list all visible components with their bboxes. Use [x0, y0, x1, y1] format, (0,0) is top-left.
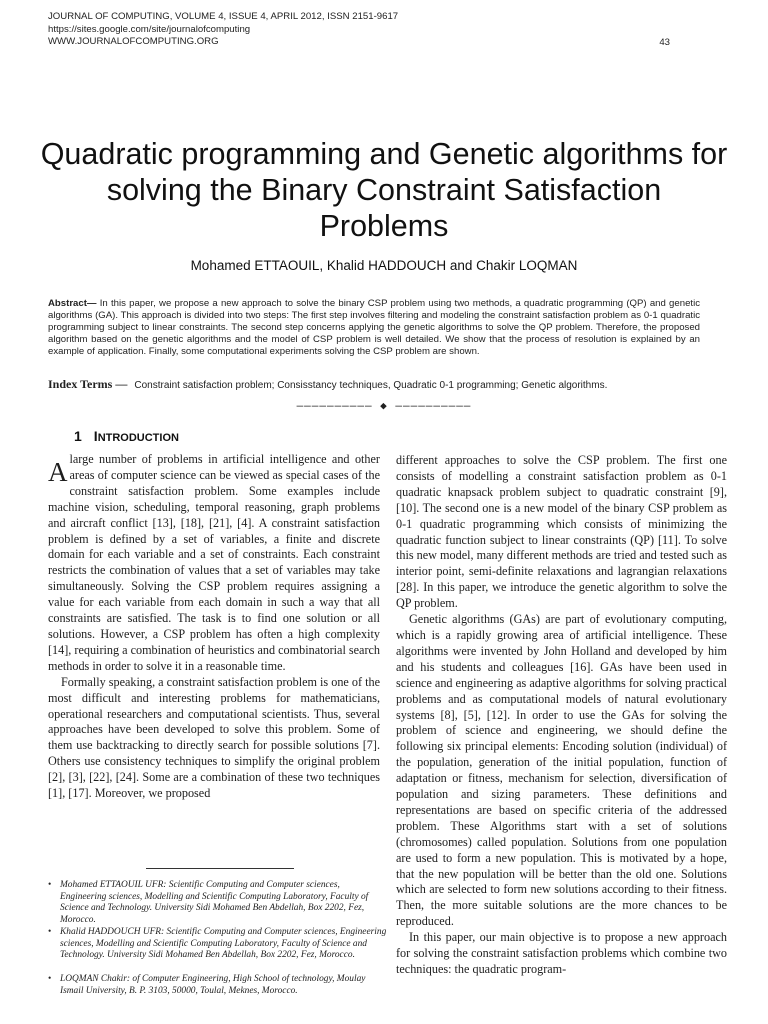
section-separator: —————————— ◆ ——————————: [296, 401, 472, 413]
footnote-rule: [146, 868, 294, 869]
paragraph: different approaches to solve the CSP problem. The first one consists of modelling a constraint satisfaction problem as 0-1 quadratic knapsack problem subject to quadratic constraint [9], [10]. The second one is a new model of the binary CSP problem as 0-1 quadratic programming which consists of minimizing the quadratic function subject to linear constraints (QP) [11]. To solve this new model, many different methods are tried and tested such as interior point, semi-definite relaxations and lagrangian relaxations [28]. In this paper, we introduce the genetic algorithm to solve the QP problem.: [396, 453, 727, 611]
footnote: [48, 974, 388, 997]
section-heading: [74, 428, 179, 444]
footnote: [48, 880, 388, 926]
footnote-text: Mohamed ETTAOUIL UFR: Scientific Computing and Computer sciences, Engineering sciences, Modelling and Scientific Computing Laboratory, Faculty of Science and Technology. University Sidi Mohamed Ben Abdellah, Box 2202, Fez, Morocco.: [60, 880, 369, 925]
section-number: 1: [74, 428, 82, 444]
bullet-icon: •: [48, 974, 52, 984]
abstract-label: Abstract—: [48, 298, 97, 309]
paper-authors: Mohamed ETTAOUIL, Khalid HADDOUCH and Chakir LOQMAN: [190, 258, 578, 273]
bullet-icon: •: [48, 927, 52, 937]
index-terms: [48, 377, 708, 392]
paragraph: In this paper, our main objective is to propose a new approach for solving the constraint satisfaction problems which combine two techniques: the quadratic program-: [396, 930, 727, 976]
index-terms-label: Index Terms —: [48, 377, 128, 391]
footnote-text: LOQMAN Chakir: of Computer Engineering, High School of technology, Moulay Ismail University, B. P. 3103, 50000, Toulal, Meknes, Morocco.: [60, 974, 366, 996]
section-title-rest: NTRODUCTION: [97, 432, 179, 444]
abstract-text: In this paper, we propose a new approach to solve the binary CSP problem using two methods, a quadratic programming (QP) and genetic algorithms (GA). This approach is divided into two steps: The first step involves filtering and modeling the constraint satisfaction problem as 0-1 quadratic programming subject to linear constraints. The second step concerns applying the genetic algorithms to solve the QP problem. Therefore, the proposed algorithm based on the genetic algorithms and the model of CSP problem is well detailed. We show that the process of resolution is explained by an example of application. Finally, some computational experiments solving the CSP problem are shown.: [48, 298, 700, 358]
footnote-text: Khalid HADDOUCH UFR: Scientific Computing and Computer sciences, Engineering sciences, Modelling and Scientific Computing Laboratory, Faculty of Science and Technology. University Sidi Mohamed Ben Abdellah, Box 2202, Fez, Morocco.: [60, 927, 387, 961]
paper-title: Quadratic programming and Genetic algorithms for solving the Binary Constraint Satisfaction Problems: [40, 137, 728, 243]
index-terms-text: Constraint satisfaction problem; Consisstancy techniques, Quadratic 0-1 programming; Genetic algorithms.: [134, 380, 608, 391]
bullet-icon: •: [48, 880, 52, 890]
paragraph: Formally speaking, a constraint satisfaction problem is one of the most difficult and interesting problems for mathematicians, operational researchers and computational scientists. Thus, several approaches have been developed to solve this problem. Some of them use backtracking to directly search for possible solutions [7]. Others use consistency techniques to simplify the original problem [2], [3], [22], [24]. Some are a combination of these two techniques [1], [17]. Moreover, we proposed: [48, 674, 380, 801]
paragraph-text: large number of problems in artificial intelligence and other areas of computer science can be viewed as special cases of the constraint satisfaction problem. Some examples include machine vision, scheduling, temporal reasoning, graph problems and aircraft conflict [13], [18], [21], [4]. A constraint satisfaction problem is defined by a set of variables, a finite and discrete domain for each variable and a set of constraints. Each constraint restricts the combination of values that a set of variables may take simultaneously. Solving the CSP problem requires assigning a value for each variable from each domain in such a way that all constraints are satisfied. The task is to find one solution or all solutions. However, a CSP problem has often a high complexity [14], requiring a combination of heuristics and combinatorial search methods in order to solve it in a reasonable time.: [48, 452, 381, 673]
running-header: [48, 11, 398, 49]
paragraph: Genetic algorithms (GAs) are part of evolutionary computing, which is a rapidly growing area of artificial intelligence. These algorithms were invented by John Holland and developed by him and his students and colleagues [16]. GAs have been used in science and engineering as adaptive algorithms for solving practical problems and as computational models of natural evolutionary systems [8], [5], [12]. In order to use the GAs for solving the problem of science and engineering, we should define the following six principal elements: Encoding solution (individual) of the population, generation of the initial population, function of adaptation or fitness, mechanism for selection, diversification of population and sizing parameters. These definitions and representations are based on specific criteria of the addressed problem. These Algorithms start with a set of solutions (chromosomes) called population. Solutions from one population are used to form a new population. This is motivated by a hope, that the new population will be better than the old one. Solutions which are selected to form new solutions according to their fitness. Then, the more suitable solutions are the more chances to be reproduced.: [396, 612, 727, 929]
section-initial: I: [93, 428, 98, 444]
journal-line: JOURNAL OF COMPUTING, VOLUME 4, ISSUE 4, APRIL 2012, ISSN 2151-9617: [48, 11, 399, 22]
paragraph: [48, 452, 380, 675]
page-number: 43: [659, 37, 670, 48]
left-column: [48, 452, 380, 802]
drop-cap: A: [48, 457, 68, 487]
abstract: [48, 298, 700, 358]
right-column: [396, 453, 727, 978]
journal-site[interactable]: WWW.JOURNALOFCOMPUTING.ORG: [48, 36, 219, 47]
journal-url[interactable]: https://sites.google.com/site/journalofcomputing: [48, 23, 251, 35]
footnote: [48, 927, 388, 962]
